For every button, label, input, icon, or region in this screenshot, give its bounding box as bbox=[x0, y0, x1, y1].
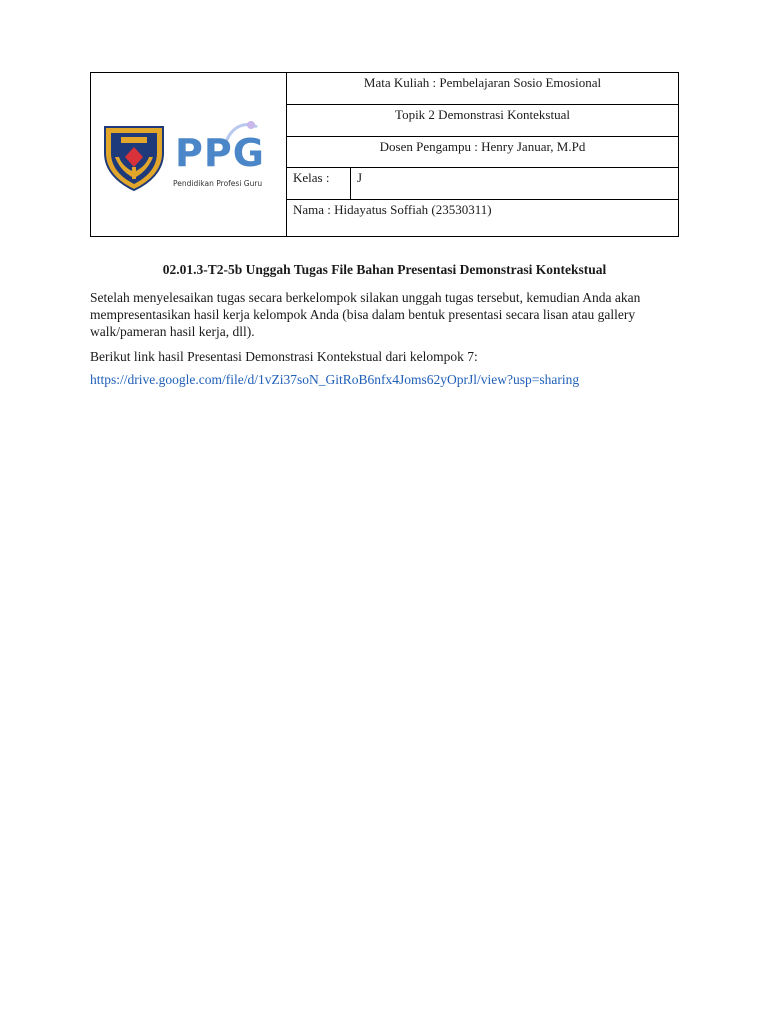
assignment-title: 02.01.3-T2-5b Unggah Tugas File Bahan Presentasi Demonstrasi Kontekstual bbox=[162, 262, 607, 277]
mata-kuliah-row: Mata Kuliah : Pembelajaran Sosio Emosional bbox=[287, 73, 678, 105]
kelas-row bbox=[287, 168, 678, 200]
kelas-label: Kelas : bbox=[287, 168, 351, 199]
logo-cell bbox=[91, 73, 287, 236]
header-table bbox=[90, 72, 679, 237]
ppg-brand-text: PPG bbox=[175, 131, 265, 175]
topik-row: Topik 2 Demonstrasi Kontekstual bbox=[287, 105, 678, 137]
ppg-tagline: Pendidikan Profesi Guru bbox=[173, 179, 263, 188]
link-intro-paragraph: Berikut link hasil Presentasi Demonstrasi Kontekstual dari kelompok 7: bbox=[90, 349, 478, 364]
kelas-value: J bbox=[357, 170, 363, 186]
dosen-row: Dosen Pengampu : Henry Januar, M.Pd bbox=[287, 137, 678, 169]
instruction-paragraph: Setelah menyelesaikan tugas secara berkelompok silakan unggah tugas tersebut, kemudian Anda akan mempresentasikan hasil kerja kelompok Anda (bisa dalam bentuk presentasi secara lisan atau gallery walk/pameran hasil kerja, dll). bbox=[90, 290, 641, 339]
ppg-logo bbox=[99, 123, 277, 193]
nama-row: Nama : Hidayatus Soffiah (23530311) bbox=[293, 202, 492, 218]
info-cells bbox=[287, 73, 678, 236]
emblem-icon bbox=[99, 123, 169, 193]
drive-link[interactable]: https://drive.google.com/file/d/1vZi37soN_GitRoB6nfx4Joms62yOprJl/view?usp=sharing bbox=[90, 372, 580, 387]
